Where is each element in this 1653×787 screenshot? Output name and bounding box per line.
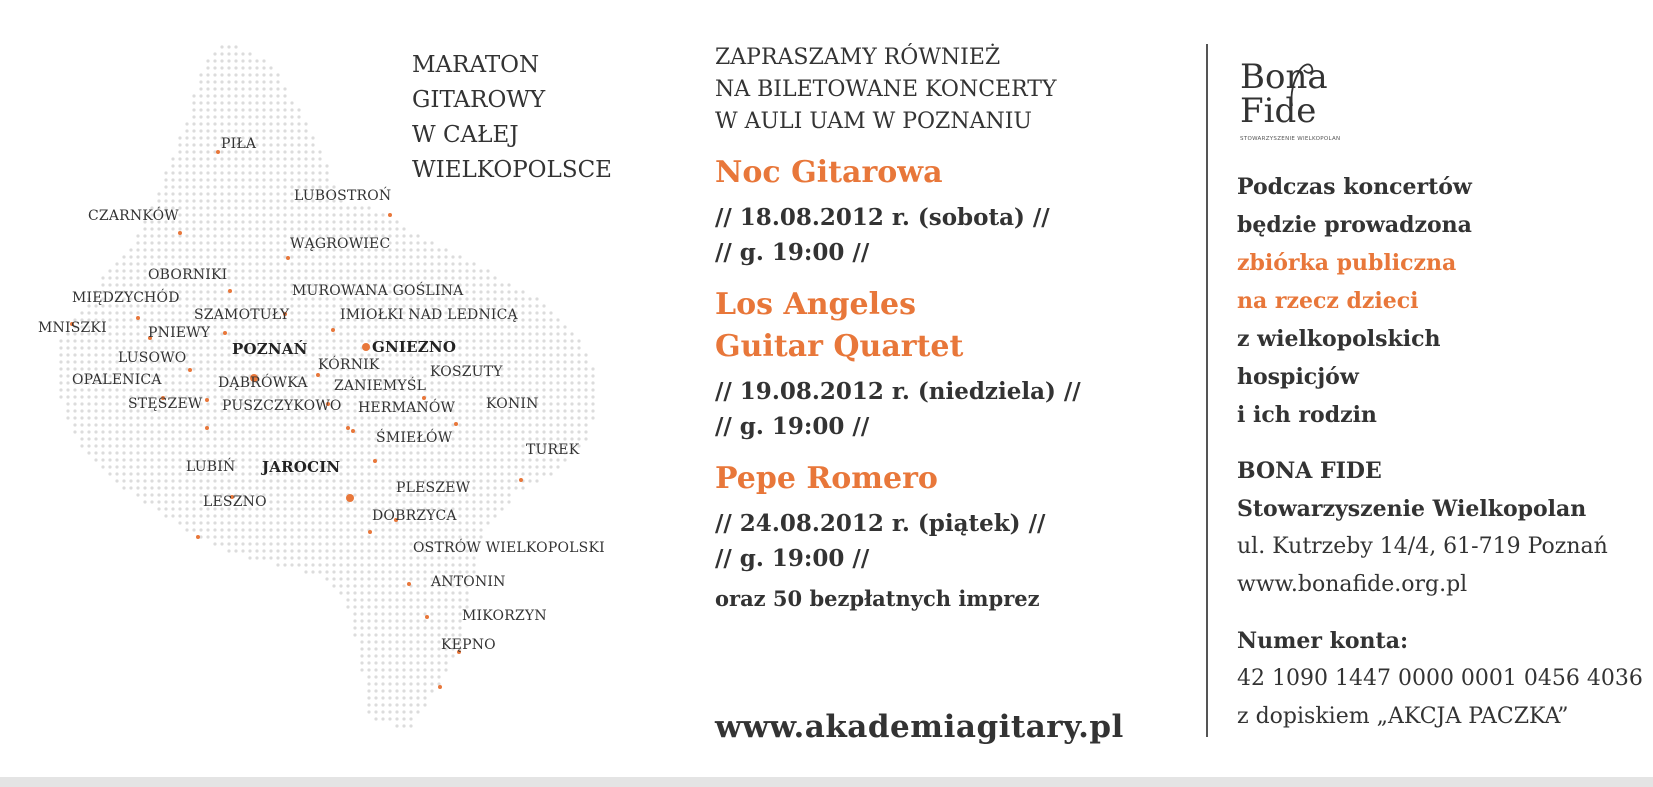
city-label: KOSZUTY — [430, 364, 503, 380]
city-dot — [346, 426, 350, 430]
free-events-note: oraz 50 bezpłatnych imprez — [715, 586, 1040, 611]
city-label: ANTONIN — [431, 574, 506, 590]
city-label: MIĘDZYCHÓD — [72, 290, 180, 306]
city-label: JAROCIN — [262, 458, 341, 476]
city-label: MUROWANA GOŚLINA — [292, 283, 464, 299]
city-label: PNIEWY — [148, 325, 211, 341]
logo-line: Fide — [1240, 91, 1317, 131]
city-dot — [519, 478, 523, 482]
marathon-title-line: GITAROWY — [412, 87, 546, 113]
city-dot — [196, 535, 200, 539]
city-label: LUSOWO — [118, 350, 187, 366]
city-label: OPALENICA — [72, 372, 162, 388]
city-label: DOBRZYCA — [372, 508, 457, 524]
org-website-link[interactable]: www.bonafide.org.pl — [1237, 572, 1468, 597]
concert-date: // 18.08.2012 r. (sobota) // — [715, 204, 1050, 231]
account-note: z dopiskiem „AKCJA PACZKA” — [1237, 704, 1569, 729]
city-label: KÓRNIK — [318, 357, 380, 373]
city-dot — [362, 343, 370, 351]
marathon-title-line: W CAŁEJ — [412, 122, 519, 148]
charity-line-highlight: zbiórka publiczna — [1237, 250, 1457, 276]
account-number: 42 1090 1447 0000 0001 0456 4036 — [1237, 666, 1643, 691]
city-label: KONIN — [486, 396, 539, 412]
account-label: Numer konta: — [1237, 628, 1409, 654]
city-label: POZNAŃ — [232, 340, 308, 358]
concert-time: // g. 19:00 // — [715, 545, 870, 572]
invite-heading — [715, 42, 1155, 138]
bona-fide-logo — [1240, 52, 1350, 148]
concert-title: Pepe Romero — [715, 461, 938, 496]
org-contact — [1237, 452, 1637, 604]
bank-account — [1237, 622, 1643, 736]
city-label: KĘPNO — [441, 637, 496, 653]
column-divider — [1206, 44, 1208, 737]
concerts-column — [715, 42, 1155, 611]
concert-time: // g. 19:00 // — [715, 413, 870, 440]
city-dot — [368, 530, 372, 534]
charity-column — [1237, 168, 1643, 736]
city-label: IMIOŁKI NAD LEDNICĄ — [340, 307, 518, 323]
concert-noc-gitarowa — [715, 152, 1155, 270]
invite-line: W AULI UAM W POZNANIU — [715, 109, 1032, 134]
city-dot — [407, 582, 411, 586]
org-name: BONA FIDE — [1237, 458, 1382, 484]
city-label: STĘSZEW — [128, 396, 203, 412]
city-label: PLESZEW — [396, 480, 471, 496]
city-label: LUBIŃ — [186, 459, 236, 475]
charity-message — [1237, 168, 1637, 434]
city-dot — [454, 422, 458, 426]
charity-line-highlight: na rzecz dzieci — [1237, 288, 1419, 314]
city-dot — [178, 231, 182, 235]
city-label: ZANIEMYŚL — [334, 378, 427, 394]
scan-edge — [0, 777, 1653, 787]
city-dot — [228, 289, 232, 293]
charity-line: hospicjów — [1237, 364, 1359, 390]
city-label: MIKORZYN — [462, 608, 547, 624]
concert-title: Noc Gitarowa — [715, 155, 943, 190]
city-dot — [351, 429, 355, 433]
concert-date: // 19.08.2012 r. (niedziela) // — [715, 378, 1081, 405]
city-label: OSTRÓW WIELKOPOLSKI — [413, 540, 605, 556]
concert-pepe-romero — [715, 458, 1155, 576]
concert-la-guitar-quartet — [715, 284, 1155, 444]
city-dot — [425, 615, 429, 619]
concert-title: Los Angeles — [715, 287, 916, 322]
charity-line: z wielkopolskich — [1237, 326, 1441, 352]
city-dot — [216, 150, 220, 154]
concert-time: // g. 19:00 // — [715, 239, 870, 266]
marathon-title-line: WIELKOPOLSCE — [412, 157, 612, 183]
city-label: MNISZKI — [38, 320, 107, 336]
city-dot — [316, 373, 320, 377]
logo-wordmark — [1240, 57, 1328, 131]
org-address: ul. Kutrzeby 14/4, 61-719 Poznań — [1237, 534, 1608, 559]
city-dot — [373, 459, 377, 463]
city-label: HERMANÓW — [358, 400, 456, 416]
website-link[interactable]: www.akademiagitary.pl — [715, 709, 1124, 745]
city-dot — [331, 328, 335, 332]
city-dot — [205, 426, 209, 430]
concert-title: Guitar Quartet — [715, 329, 964, 364]
city-label: PIŁA — [221, 136, 257, 152]
concert-date: // 24.08.2012 r. (piątek) // — [715, 510, 1046, 537]
city-label: PUSZCZYKOWO — [222, 398, 342, 414]
city-dot — [136, 316, 140, 320]
city-label: CZARNKÓW — [88, 208, 179, 224]
city-label: ŚMIEŁÓW — [376, 430, 453, 446]
logo-subtitle: STOWARZYSZENIE WIELKOPOLAN — [1240, 136, 1341, 142]
charity-line: i ich rodzin — [1237, 402, 1377, 428]
charity-line: Podczas koncertów — [1237, 174, 1472, 200]
logo-line: Bona — [1240, 57, 1328, 97]
city-dot — [346, 494, 354, 502]
invite-line: ZAPRASZAMY RÓWNIEŻ — [715, 45, 1001, 70]
marathon-title-line: MARATON — [412, 52, 540, 78]
city-dot — [286, 256, 290, 260]
city-label: LUBOSTROŃ — [294, 188, 392, 204]
marathon-title — [412, 48, 612, 188]
city-dot — [205, 398, 209, 402]
city-dot — [388, 213, 392, 217]
city-label: SZAMOTUŁY — [194, 307, 290, 323]
city-label: TUREK — [526, 442, 580, 458]
city-label: GNIEZNO — [372, 338, 457, 356]
city-label: LESZNO — [203, 494, 267, 510]
charity-line: będzie prowadzona — [1237, 212, 1472, 238]
city-dot — [188, 368, 192, 372]
city-dot — [438, 685, 442, 689]
org-full-name: Stowarzyszenie Wielkopolan — [1237, 496, 1587, 522]
city-label: WĄGROWIEC — [290, 236, 391, 252]
city-label: DĄBRÓWKA — [218, 375, 308, 391]
city-label: OBORNIKI — [148, 267, 228, 283]
invite-line: NA BILETOWANE KONCERTY — [715, 77, 1057, 102]
city-dot — [223, 331, 227, 335]
